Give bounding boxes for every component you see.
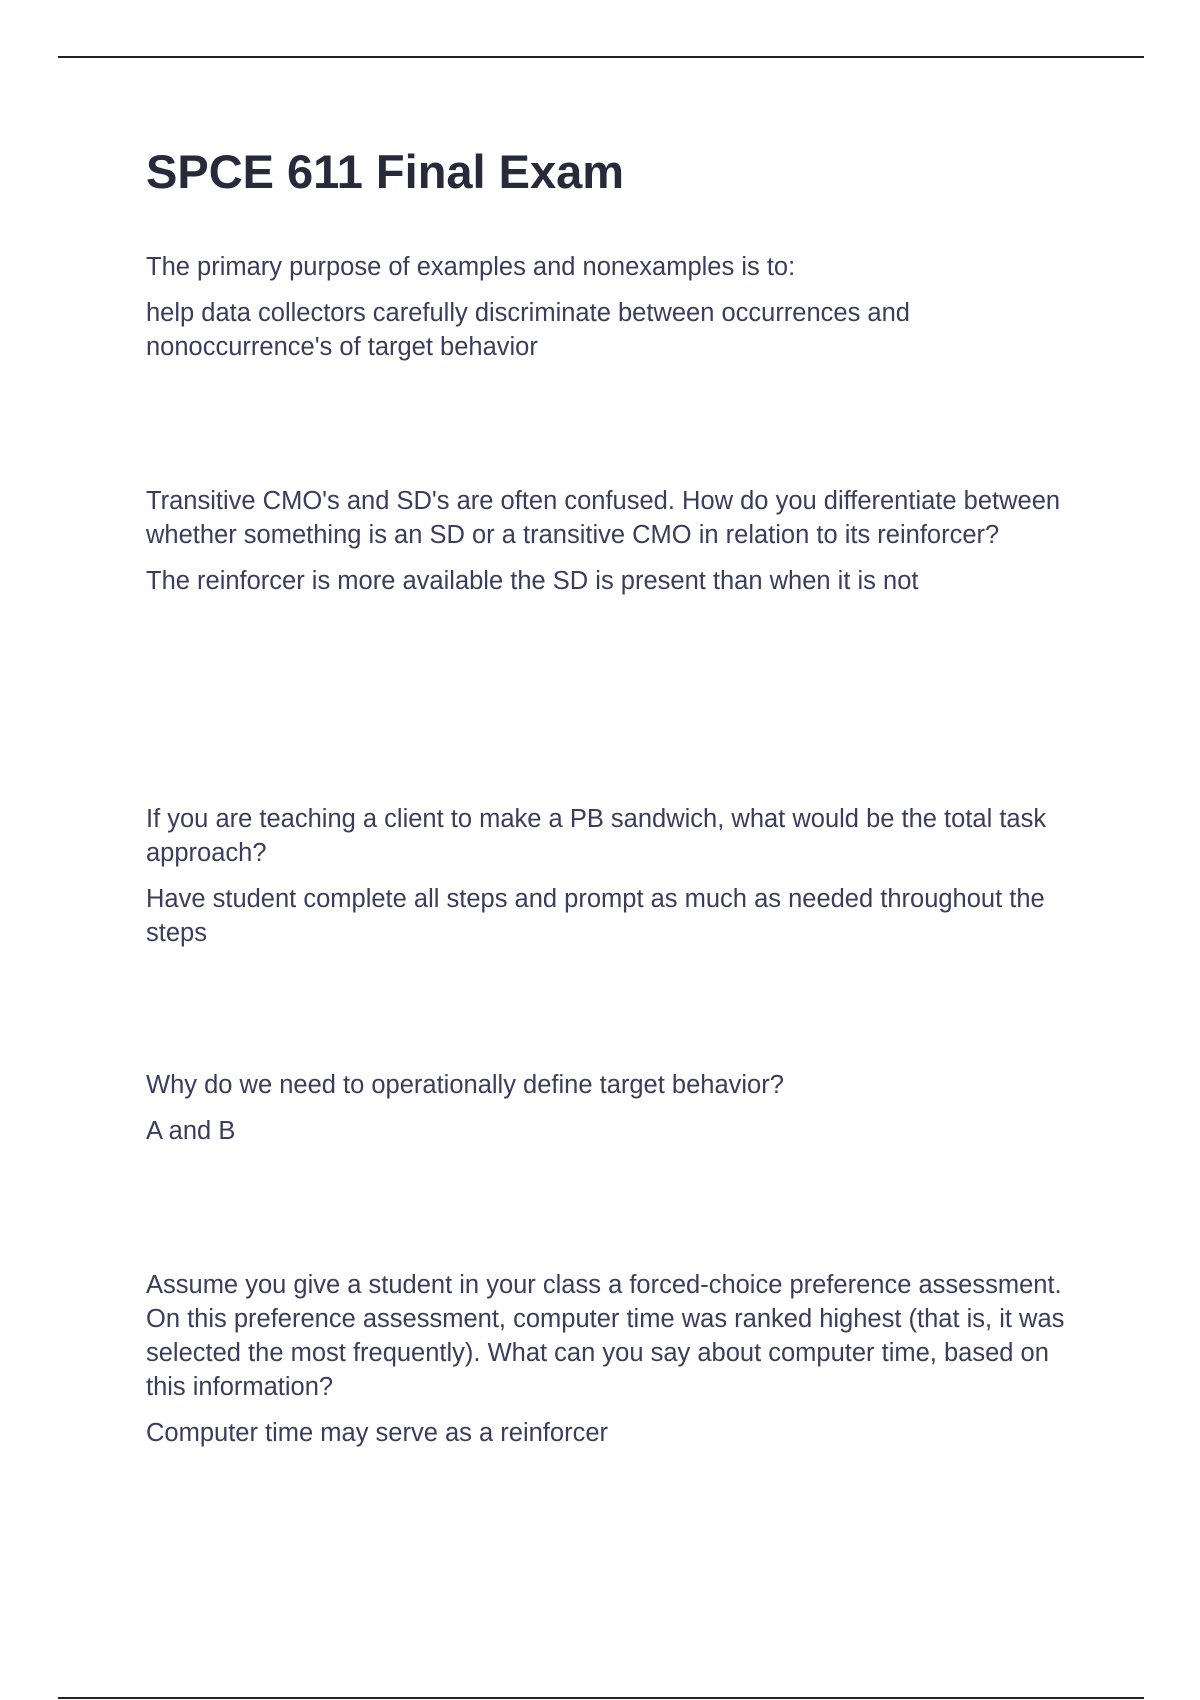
top-divider [58,56,1144,58]
question-5: Assume you give a student in your class a forced-choice preference assessment. On this preference assessment, computer time was ranked highest (that is, it was selected the most frequently). What can you say about computer time, based on this information? [146,1271,1065,1401]
page-title: SPCE 611 Final Exam [146,145,625,198]
question-1: The primary purpose of examples and nonexamples is to: [146,253,796,281]
answer-4: A and B [146,1117,236,1145]
answer-3: Have student complete all steps and prompt as much as needed throughout the steps [146,885,1045,947]
answer-2: The reinforcer is more available the SD is present than when it is not [146,567,919,595]
qa-item-3 [146,802,1086,950]
qa-item-5 [146,1268,1086,1450]
answer-1: help data collectors carefully discriminate between occurrences and nonoccurrence's of target behavior [146,299,910,361]
qa-item-4 [146,1068,1086,1148]
bottom-divider [58,1697,1144,1699]
question-4: Why do we need to operationally define target behavior? [146,1071,784,1099]
answer-5: Computer time may serve as a reinforcer [146,1419,608,1447]
question-3: If you are teaching a client to make a PB sandwich, what would be the total task approach? [146,805,1047,867]
qa-item-2 [146,484,1086,598]
question-2: Transitive CMO's and SD's are often confused. How do you differentiate between whether something is an SD or a transitive CMO in relation to its reinforcer? [146,487,1061,549]
qa-item-1 [146,250,1086,364]
